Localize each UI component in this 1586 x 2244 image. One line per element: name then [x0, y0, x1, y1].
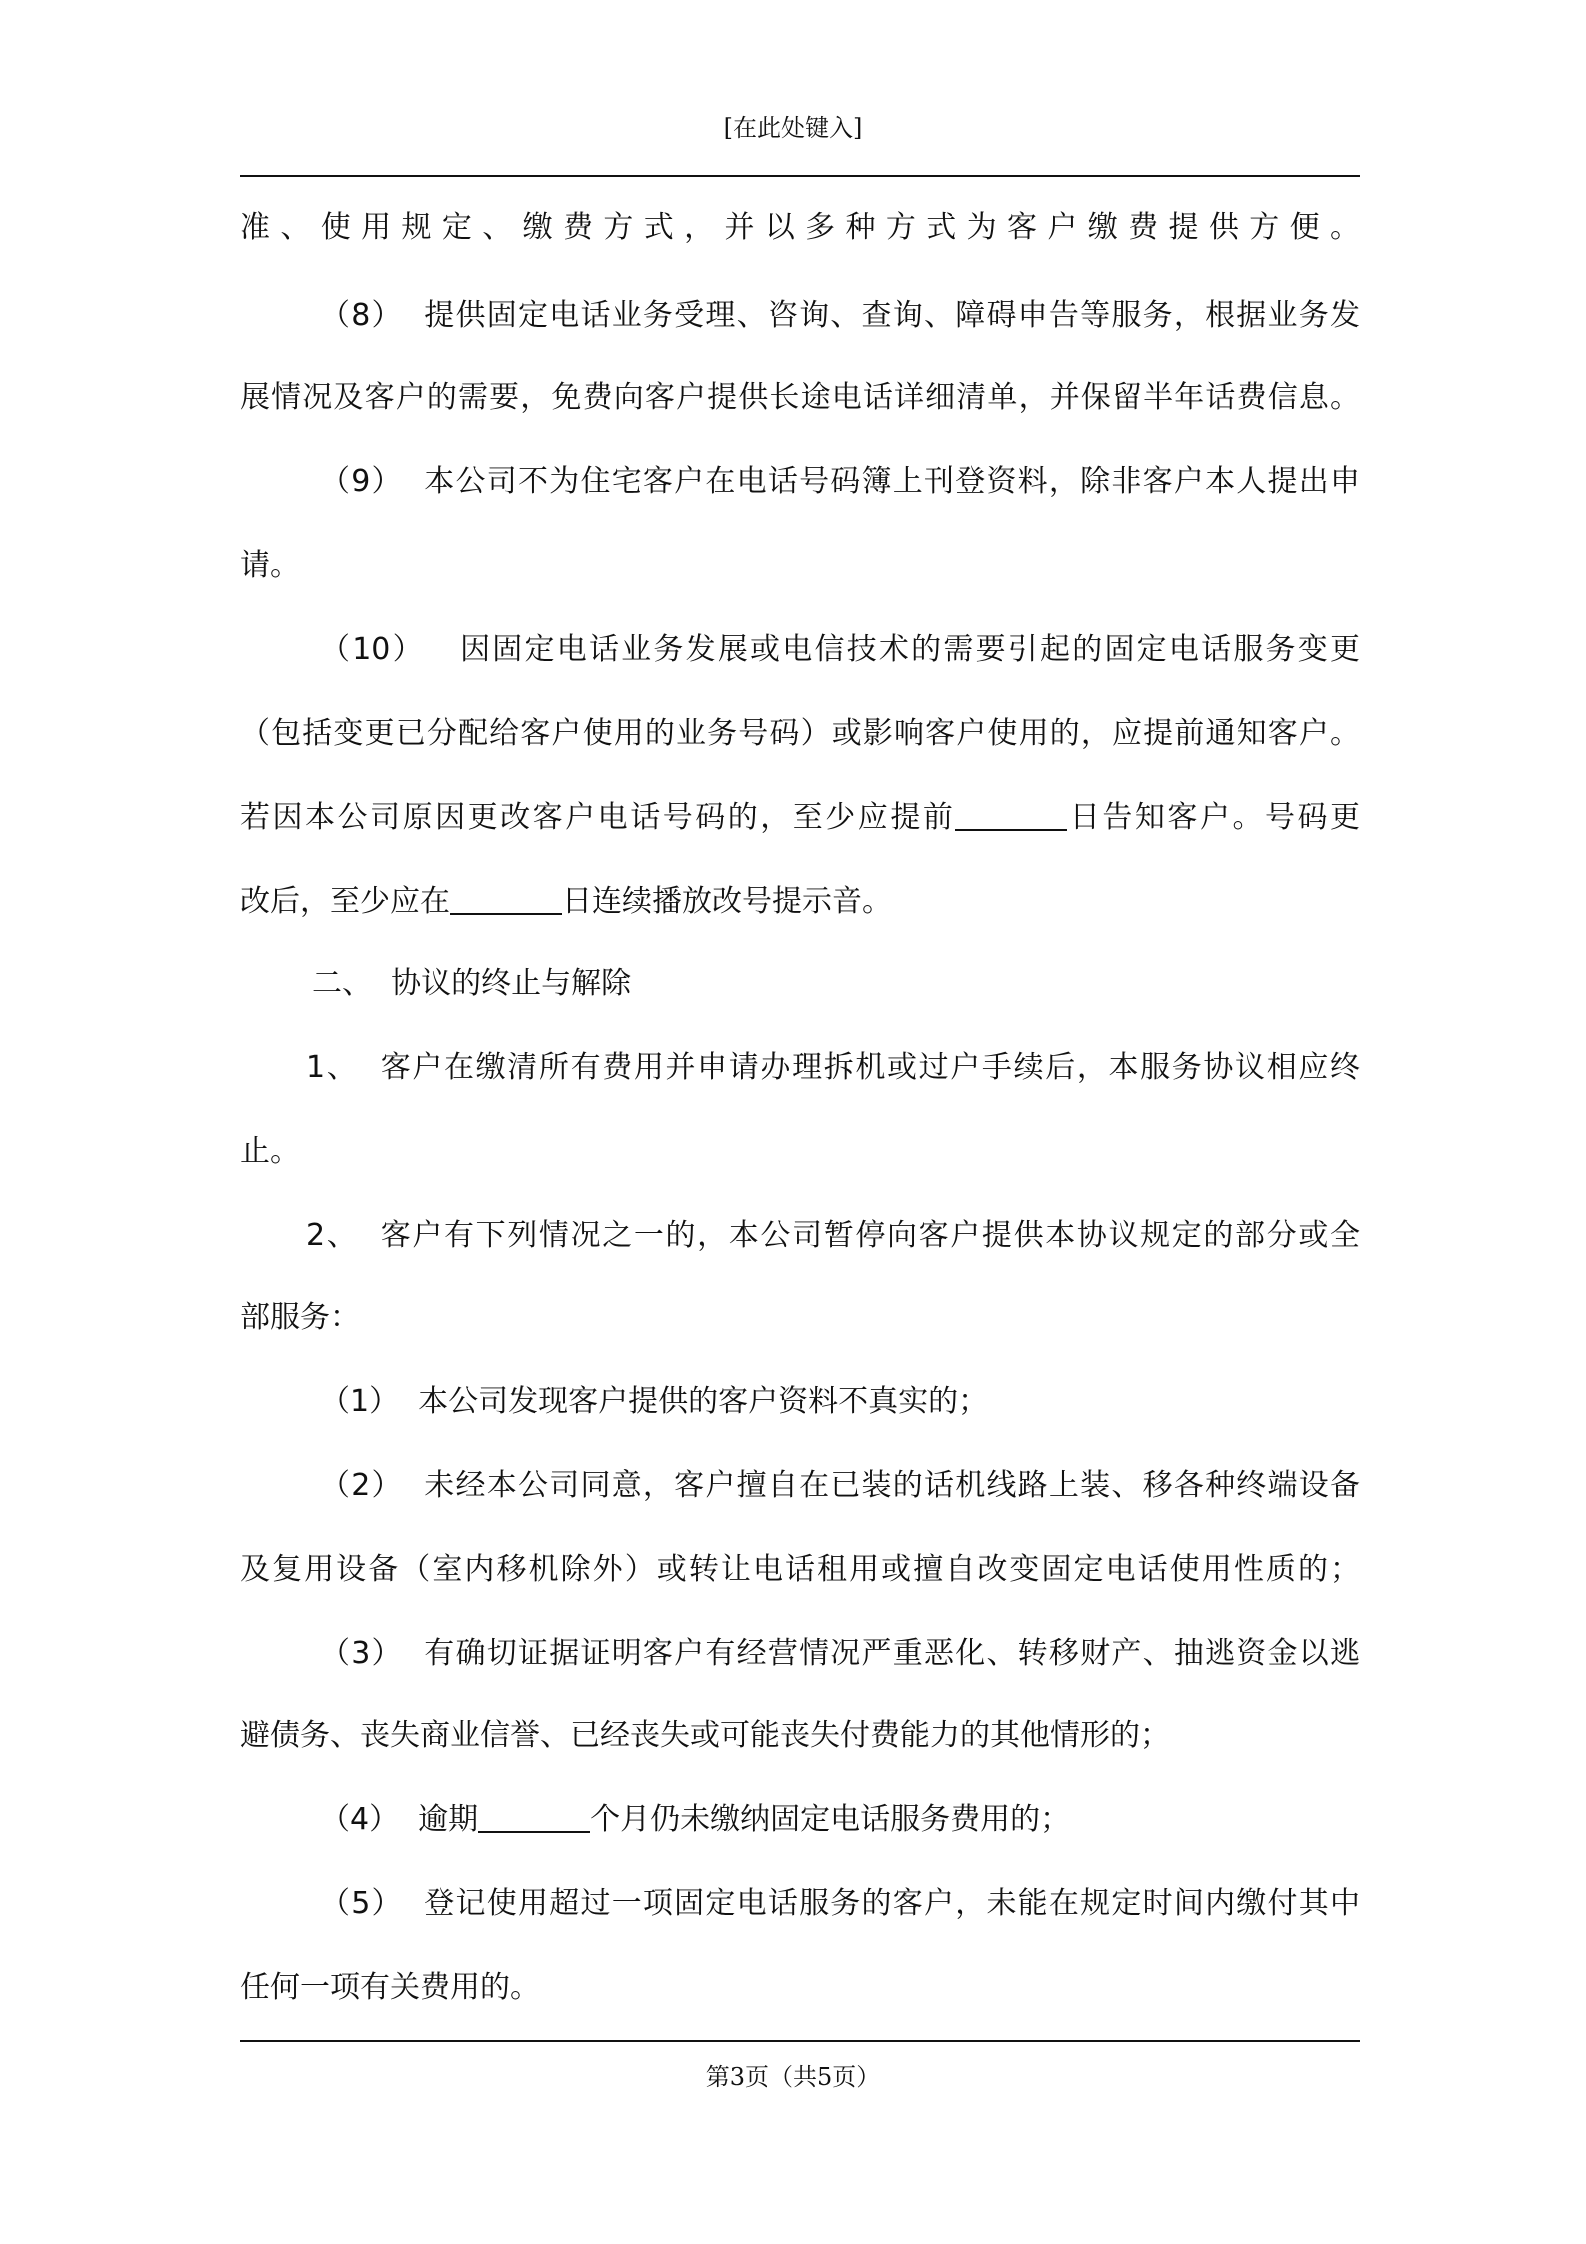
text-line-8-part-b: 日告知客户。号码更 [1067, 800, 1361, 835]
text-line-9-part-b: 日连续播放改号提示音。 [562, 884, 892, 919]
text-line-22: 任何一项有关费用的。 [240, 1970, 540, 2005]
text-line-3: 展情况及客户的需要，免费向客户提供长途电话详细清单，并保留半年话费信息。 [240, 380, 1360, 415]
text-line-16: （2） 未经本公司同意，客户擅自在已装的话机线路上装、移各种终端设备 [320, 1468, 1360, 1503]
text-line-2: （8） 提供固定电话业务受理、咨询、查询、障碍申告等服务，根据业务发 [320, 298, 1360, 333]
text-line-4: （9） 本公司不为住宅客户在电话号码簿上刊登资料，除非客户本人提出申 [320, 464, 1360, 499]
text-line-9-part-a: 改后，至少应在 [240, 884, 450, 919]
text-line-8-part-a: 若因本公司原因更改客户电话号码的，至少应提前 [240, 800, 956, 835]
fill-in-blank[interactable] [478, 1801, 590, 1833]
text-line-14: 部服务： [240, 1300, 360, 1335]
text-line-21: （5） 登记使用超过一项固定电话服务的客户，未能在规定时间内缴付其中 [320, 1886, 1360, 1921]
header-rule [240, 175, 1360, 177]
text-line-1: 准、使用规定、缴费方式，并以多种方式为客户缴费提供方便。 [240, 210, 1360, 245]
fill-in-blank[interactable] [450, 883, 562, 915]
text-line-19: 避债务、丧失商业信誉、已经丧失或可能丧失付费能力的其他情形的； [240, 1718, 1170, 1753]
text-line-6: （10） 因固定电话业务发展或电信技术的需要引起的固定电话服务变更 [320, 632, 1360, 667]
fill-in-blank[interactable] [955, 799, 1067, 831]
text-line-15: （1） 本公司发现客户提供的客户资料不真实的； [320, 1384, 989, 1419]
text-line-8 [240, 796, 1360, 840]
footer-rule [240, 2040, 1360, 2042]
page-header: [在此处键入] [723, 114, 863, 142]
page-footer: 第3页（共5页） [705, 2063, 881, 2091]
text-line-7: （包括变更已分配给客户使用的业务号码）或影响客户使用的，应提前通知客户。 [240, 716, 1360, 751]
text-line-20-part-b: 个月仍未缴纳固定电话服务费用的； [590, 1802, 1071, 1837]
section-heading: 二、 协议的终止与解除 [312, 966, 632, 1001]
text-line-20 [320, 1798, 1070, 1842]
text-line-17: 及复用设备（室内移机除外）或转让电话租用或擅自改变固定电话使用性质的； [240, 1552, 1360, 1587]
text-line-13: 2、 客户有下列情况之一的，本公司暂停向客户提供本协议规定的部分或全 [306, 1218, 1360, 1253]
text-line-20-part-a: （4） 逾期 [320, 1802, 479, 1837]
text-line-18: （3） 有确切证据证明客户有经营情况严重恶化、转移财产、抽逃资金以逃 [320, 1636, 1360, 1671]
text-line-9 [240, 880, 892, 924]
text-line-11: 1、 客户在缴清所有费用并申请办理拆机或过户手续后，本服务协议相应终 [306, 1050, 1360, 1085]
text-line-5: 请。 [240, 548, 300, 583]
text-line-12: 止。 [240, 1134, 300, 1169]
